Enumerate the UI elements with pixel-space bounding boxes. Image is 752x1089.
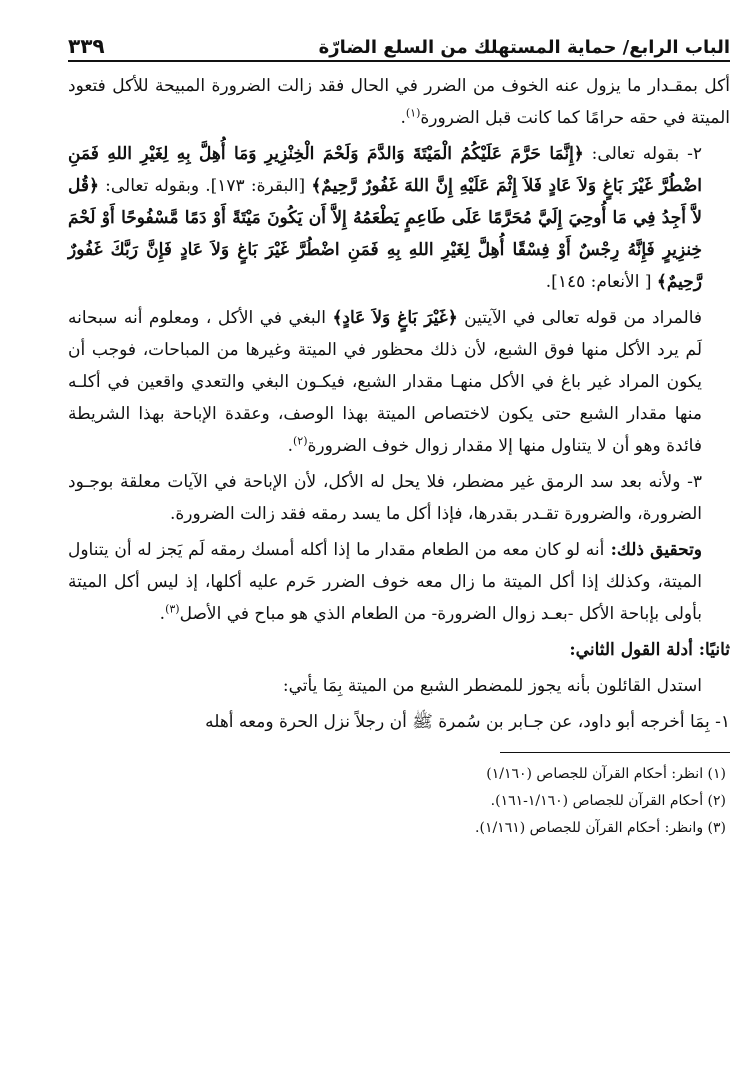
quran-verse-fragment: ﴿غَيْرَ بَاغٍ وَلاَ عَادٍ﴾ [332, 308, 458, 328]
paragraph-5: وتحقيق ذلك: أنه لو كان معه من الطعام مقدار ما إذا أكله أمسك رمقه لَم يَجز له أن يتناول الميتة، وكذلك إذا أكل الميتة ما زال معه خوف الضرر حَرم عليه أكلها، إذ ليس أكل الميتة بأولى بإباحة الأكل -بعـد زوال الضرورة- من الطعام الذي هو مباح في الأصل$^{(٣)}$. [68, 540, 703, 624]
footnote-3: (٣) وانظر: أحكام القرآن للجصاص (١/١٦١). [475, 820, 726, 836]
section-heading: ثانيًا: أدلة القول الثاني: [569, 640, 730, 660]
quran-verse-anam: ﴿قُل لاَّ أَجِدُ فِي مَا أُوحِيَ إِلَيَّ مُحَرَّمًا عَلَى طَاعِمٍ يَطْعَمُهُ إِلاَّ أَن يَكُونَ مَيْتَةً أَوْ دَمًا مَّسْفُوحًا أَوْ لَحْمَ خِنزِيرٍ فَإِنَّهُ رِجْسٌ أَوْ فِسْقًا أُهِلَّ لِغَيْرِ اللهِ بِهِ فَمَنِ اضْطُرَّ غَيْرَ بَاغٍ وَلاَ عَادٍ فَإِنَّ رَبَّكَ غَفُورٌ رَّحِيمٌ﴾ [68, 176, 703, 292]
footnote-divider [500, 752, 730, 753]
footnote-ref-1[interactable]: (١) [405, 106, 421, 120]
footnote-2: (٢) أحكام القرآن للجصاص (١/١٦٠-١٦١). [490, 793, 726, 809]
quran-verse-baqarah: ﴿إِنَّمَا حَرَّمَ عَلَيْكُمُ الْمَيْتَةَ وَالدَّمَ وَلَحْمَ الْخِنْزِيرِ وَمَا أُهِلَّ بِهِ لِغَيْرِ اللهِ فَمَنِ اضْطُرَّ غَيْرَ بَاغٍ وَلاَ عَادٍ فَلاَ إِثْمَ عَلَيْهِ إِنَّ اللهَ غَفُورٌ رَّحِيمٌ﴾ [68, 144, 702, 196]
chapter-title: الباب الرابع/ حماية المستهلك من السلع الضارّة [318, 37, 730, 58]
footnote-ref-2[interactable]: (٢) [292, 434, 308, 448]
running-header [68, 28, 730, 62]
paragraph-4: ٣- ولأنه بعد سد الرمق غير مضطر، فلا يحل له الأكل، لأن الإباحة في الآيات معلقة بوجـود الضرورة، والضرورة تقـدر بقدرها، فإذا أكل ما يسد رمقه فقد زالت الضرورة. [68, 472, 702, 524]
footnotes [68, 761, 730, 842]
paragraph-2: ٢- بقوله تعالى: ﴿إِنَّمَا حَرَّمَ عَلَيْكُمُ الْمَيْتَةَ وَالدَّمَ وَلَحْمَ الْخِنْزِيرِ وَمَا أُهِلَّ بِهِ لِغَيْرِ اللهِ فَمَنِ اضْطُرَّ غَيْرَ بَاغٍ وَلاَ عَادٍ فَلاَ إِثْمَ عَلَيْهِ إِنَّ اللهَ غَفُورٌ رَّحِيمٌ﴾ [البقرة: ١٧٣]. وبقوله تعالى: ﴿قُل لاَّ أَجِدُ فِي مَا أُوحِيَ إِلَيَّ مُحَرَّمًا عَلَى طَاعِمٍ يَطْعَمُهُ إِلاَّ أَن يَكُونَ مَيْتَةً أَوْ دَمًا مَّسْفُوحًا أَوْ لَحْمَ خِنزِيرٍ فَإِنَّهُ رِجْسٌ أَوْ فِسْقًا أُهِلَّ لِغَيْرِ اللهِ بِهِ فَمَنِ اضْطُرَّ غَيْرَ بَاغٍ وَلاَ عَادٍ فَإِنَّ رَبَّكَ غَفُورٌ رَّحِيمٌ﴾ [ الأنعام: ١٤٥]. [68, 144, 703, 292]
footnote-ref-3[interactable]: (٣) [165, 602, 180, 616]
page-number: ٣٣٩ [68, 34, 105, 58]
footnote-1: (١) انظر: أحكام القرآن للجصاص (١/١٦٠) [486, 766, 726, 782]
paragraph-7: ١- بِمَا أخرجه أبو داود، عن جـابر بن سُمرة ﷺ أن رجلاً نزل الحرة ومعه أهله [205, 712, 730, 732]
paragraph-5-lead: وتحقيق ذلك: [604, 540, 703, 560]
paragraph-6: استدل القائلون بأنه يجوز للمضطر الشبع من الميتة بِمَا يأتي: [282, 676, 702, 696]
paragraph-1: أكل بمقـدار ما يزول عنه الخوف من الضرر في الحال فقد زالت الضرورة المبيحة للأكل فتعود الميتة في حقه حرامًا كما كانت قبل الضرورة$^{(١)}$. [68, 76, 730, 128]
book-page [68, 28, 730, 1068]
paragraph-3: فالمراد من قوله تعالى في الآيتين ﴿غَيْرَ بَاغٍ وَلاَ عَادٍ﴾ البغي في الأكل ، ومعلوم أنه سبحانه لَم يرد الأكل منها فوق الشبع، لأن ذلك محظور في الميتة وغيرها من المباحات، فوجب أن يكون المراد غير باغ في الأكل منهـا مقدار الشبع، فيكـون البغي والتعدي واقعين في أكلـه منها مقدار الشبع حتى يكون لاختصاص الميتة بهذا الوصف، وعقدة الإباحة بهذا الشريطة فائدة وهو أن لا يتناول منها إلا مقدار زوال خوف الضرورة$^{(٢)}$. [68, 308, 702, 456]
page-body [68, 70, 730, 738]
